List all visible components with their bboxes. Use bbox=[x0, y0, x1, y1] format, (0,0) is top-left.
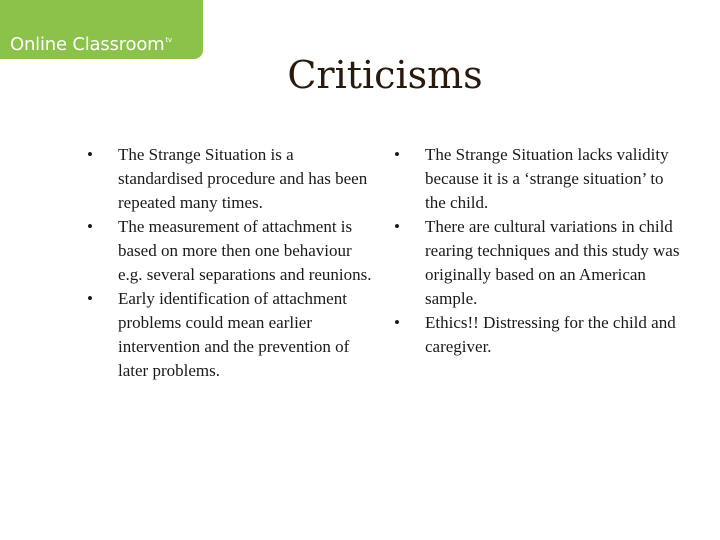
bullet-item bbox=[394, 215, 684, 311]
bullet-text: Ethics!! Distressing for the child and caregiver. bbox=[425, 313, 676, 356]
bullet-text: The Strange Situation lacks validity because it is a ‘strange situation’ to the child. bbox=[425, 145, 669, 212]
bullet-item bbox=[87, 215, 377, 287]
bullet-icon: • bbox=[394, 217, 400, 236]
logo-text: Online Classroom bbox=[10, 34, 165, 55]
logo-suffix: tv bbox=[165, 36, 173, 44]
bullet-icon: • bbox=[394, 313, 400, 332]
bullet-icon: • bbox=[87, 289, 93, 308]
bullet-text: The Strange Situation is a standardised procedure and has been repeated many times. bbox=[118, 145, 368, 212]
online-classroom-logo bbox=[0, 0, 203, 59]
bullet-icon: • bbox=[87, 145, 93, 164]
bullet-icon: • bbox=[394, 145, 400, 164]
slide-title: Criticisms bbox=[287, 53, 483, 97]
left-bullet-list bbox=[87, 143, 377, 383]
bullet-text: The measurement of attachment is based on more then one behaviour e.g. several separations and reunions. bbox=[118, 217, 372, 284]
right-bullet-list bbox=[394, 143, 684, 359]
bullet-text: Early identification of attachment problems could mean earlier intervention and the prevention of later problems. bbox=[118, 289, 350, 380]
bullet-item bbox=[394, 311, 684, 359]
bullet-item bbox=[87, 287, 377, 383]
bullet-item bbox=[87, 143, 377, 215]
bullet-item bbox=[394, 143, 684, 215]
bullet-icon: • bbox=[87, 217, 93, 236]
bullet-text: There are cultural variations in child rearing techniques and this study was originally based on an American sample. bbox=[425, 217, 680, 308]
